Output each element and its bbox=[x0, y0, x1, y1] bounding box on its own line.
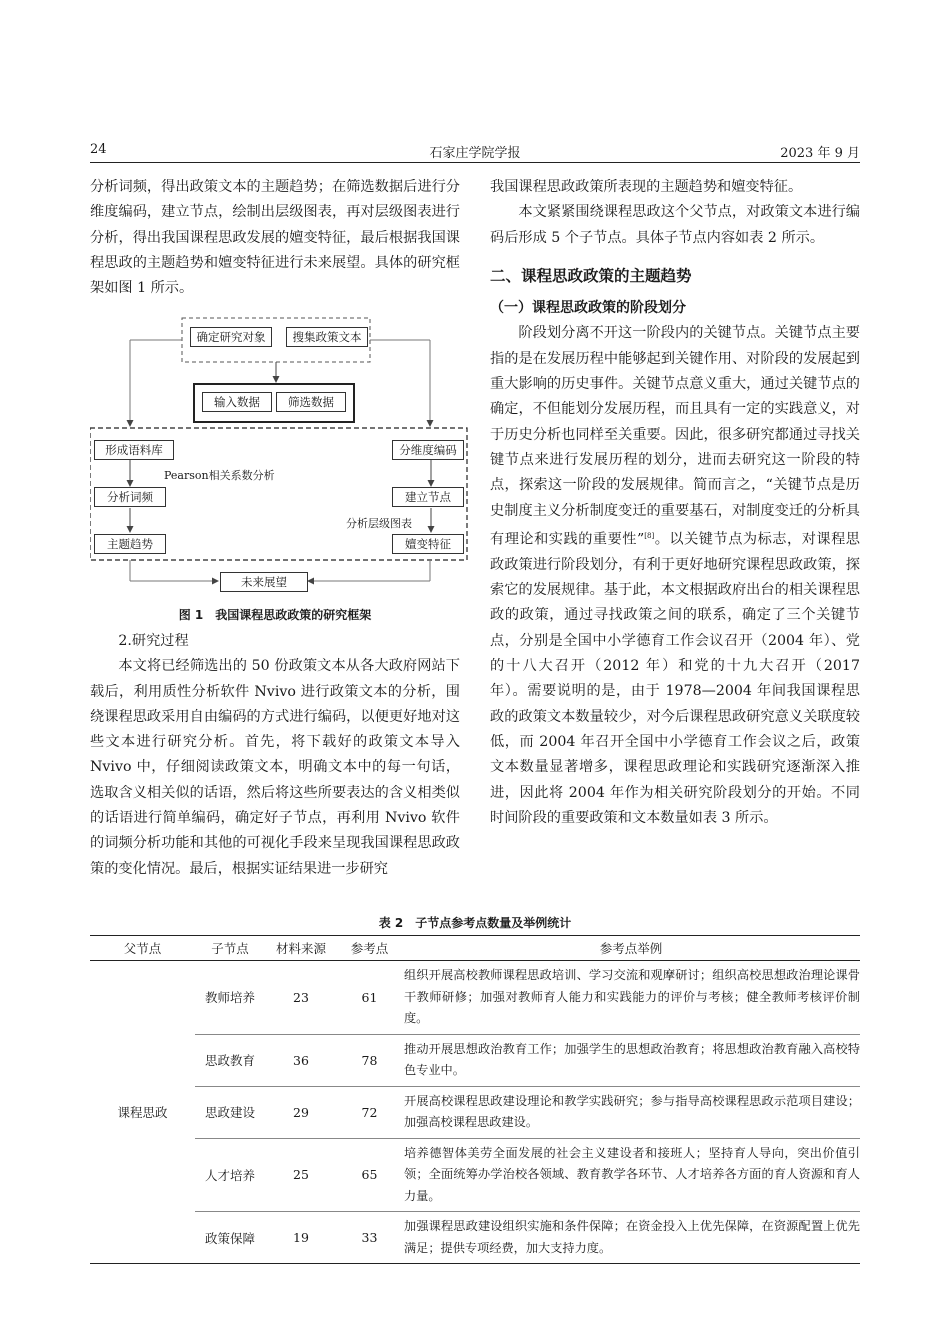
table-caption: 表 2 子节点参考点数量及举例统计 bbox=[378, 916, 572, 930]
hierarchy-label: 分析层级图表 bbox=[346, 517, 412, 530]
page-number: 24 bbox=[90, 142, 107, 157]
stage-paragraph-part-b: 。以关键节点为标志，对课程思政政策进行阶段划分，有利于更好地研究课程思政政策，探索它的发展规律。基于此，本文根据政府出台的相关课程思政的政策，通过寻找政策之间的联系，确定了三个关键节点，分别是全国中小学德育工作会议召开（2004 年）、党的十八大召开（2012 年）和党的十九大召开（2017 年）。需要说明的是，由于 1978—2004 年间我国课程思政的政策文本数量较少，对今后课程思政研究意义关联度较低，而 2004 年召开全国中小学德育工作会议之后，政策文本数量显著增多，课程思政理论和实践研究逐渐深入推进，因此将 2004 年作为相关研究阶段划分的开始。不同时间阶段的重要政策和文本数量如表 3 所示。 bbox=[490, 531, 860, 826]
research-framework-figure bbox=[90, 310, 470, 600]
page-header bbox=[90, 142, 860, 163]
references-cell: 78 bbox=[337, 1034, 402, 1086]
sources-cell: 29 bbox=[265, 1086, 337, 1138]
parent-node-cell: 课程思政 bbox=[90, 961, 195, 1264]
child-node-table bbox=[90, 935, 860, 1264]
figure-caption: 图 1 我国课程思政政策的研究框架 bbox=[178, 608, 372, 622]
child-node-cell: 思政建设 bbox=[195, 1086, 265, 1138]
child-node-cell: 思政教育 bbox=[195, 1034, 265, 1086]
corpus-box: 形成语料库 bbox=[94, 440, 174, 460]
left-intro bbox=[90, 175, 460, 301]
references-cell: 33 bbox=[337, 1212, 402, 1264]
dimension-coding-box: 分维度编码 bbox=[392, 440, 464, 460]
theme-trend-box: 主题趋势 bbox=[94, 534, 166, 554]
example-cell: 组织开展高校教师课程思政培训、学习交流和观摩研讨；组织高校思想政治理论课骨干教师研修；加强对教师育人能力和实践能力的评价与考核；健全教师考核评价制度。 bbox=[402, 961, 860, 1035]
table-row bbox=[90, 1212, 860, 1264]
header-references: 参考点 bbox=[337, 936, 402, 961]
collect-texts-box: 搜集政策文本 bbox=[286, 327, 368, 347]
references-cell: 61 bbox=[337, 961, 402, 1035]
header-parent-node: 父节点 bbox=[90, 936, 195, 961]
stage-paragraph-part-a: 阶段划分离不开这一阶段内的关键节点。关键节点主要指的是在发展历程中能够起到关键作用、对阶段的发展起到重大影响的历史事件。关键节点意义重大，通过关键节点的确定，不但能划分发展历程，而且具有一定的实践意义，对于历史分析也同样至关重要。因此，很多研究都通过寻找关键节点来进行发展历程的划分，进而去研究这一阶段的特点，探索这一阶段的发展规律。简而言之，“关键节点是历史制度主义分析制度变迁的重要基石，对制度变迁的分析具有理论和实践的重要性” bbox=[490, 325, 860, 548]
word-frequency-box: 分析词频 bbox=[94, 487, 166, 507]
header-examples: 参考点举例 bbox=[402, 936, 860, 961]
header-child-node: 子节点 bbox=[195, 936, 265, 961]
stage-paragraph bbox=[490, 321, 860, 831]
table-row bbox=[90, 961, 860, 1035]
input-data-box: 输入数据 bbox=[202, 392, 272, 412]
sources-cell: 19 bbox=[265, 1212, 337, 1264]
build-nodes-box: 建立节点 bbox=[392, 487, 464, 507]
table-header-row bbox=[90, 936, 860, 961]
example-cell: 推动开展思想政治教育工作；加强学生的思想政治教育；将思想政治教育融入高校特色专业中。 bbox=[402, 1034, 860, 1086]
filter-data-box: 筛选数据 bbox=[276, 392, 346, 412]
sources-cell: 36 bbox=[265, 1034, 337, 1086]
outlook-box: 未来展望 bbox=[220, 572, 308, 592]
references-cell: 65 bbox=[337, 1138, 402, 1212]
continuation-paragraph: 我国课程思政政策所表现的主题趋势和嬗变特征。 bbox=[490, 179, 803, 195]
subsection-heading: （一）课程思政政策的阶段划分 bbox=[490, 300, 686, 317]
journal-name: 石家庄学院学报 bbox=[429, 146, 521, 161]
evolution-box: 嬗变特征 bbox=[392, 534, 464, 554]
section-heading: 二、课程思政政策的主题趋势 bbox=[490, 266, 692, 285]
left-process bbox=[90, 629, 460, 882]
sources-cell: 23 bbox=[265, 961, 337, 1035]
issue-date: 2023 年 9 月 bbox=[780, 146, 860, 161]
child-node-cell: 人才培养 bbox=[195, 1138, 265, 1212]
table-row bbox=[90, 1086, 860, 1138]
table-row bbox=[90, 1034, 860, 1086]
table-row bbox=[90, 1138, 860, 1212]
example-cell: 加强课程思政建设组织实施和条件保障；在资金投入上优先保障，在资源配置上优先满足；提供专项经费，加大支持力度。 bbox=[402, 1212, 860, 1264]
example-cell: 培养德智体美劳全面发展的社会主义建设者和接班人；坚持育人导向，突出价值引领；全面统筹办学治校各领域、教育教学各环节、人才培养各方面的育人资源和育人力量。 bbox=[402, 1138, 860, 1212]
references-cell: 72 bbox=[337, 1086, 402, 1138]
citation-8: [8] bbox=[644, 531, 655, 540]
process-paragraph: 本文将已经筛选出的 50 份政策文本从各大政府网站下载后，利用质性分析软件 Nvivo 进行政策文本的分析，围绕课程思政采用自由编码的方式进行编码，以便更好地对这些文本进行研究分析。首先，将下载好的政策文本导入 Nvivo 中，仔细阅读政策文本，明确文本中的每一句话，选取含义相关似的话语，然后将这些所要表达的含义相类似的话语进行简单编码，确定好子节点，再利用 Nvivo 软件的词频分析功能和其他的可视化手段来呈现我国课程思政政策的变化情况。最后，根据实证结果进一步研究 bbox=[90, 658, 460, 877]
child-node-cell: 政策保障 bbox=[195, 1212, 265, 1264]
intro-paragraph: 分析词频，得出政策文本的主题趋势；在筛选数据后进行分维度编码，建立节点，绘制出层级图表，再对层级图表进行分析，得出我国课程思政发展的嬗变特征，最后根据我国课程思政的主题趋势和嬗变特征进行未来展望。具体的研究框架如图 1 所示。 bbox=[90, 179, 460, 297]
header-sources: 材料来源 bbox=[265, 936, 337, 961]
define-object-box: 确定研究对象 bbox=[190, 327, 272, 347]
sources-cell: 25 bbox=[265, 1138, 337, 1212]
nodes-paragraph: 本文紧紧围绕课程思政这个父节点，对政策文本进行编码后形成 5 个子节点。具体子节点内容如表 2 所示。 bbox=[490, 204, 860, 246]
process-section-title: 2.研究过程 bbox=[118, 633, 189, 649]
pearson-label: Pearson相关系数分析 bbox=[164, 469, 275, 482]
example-cell: 开展高校课程思政建设理论和教学实践研究；参与指导高校课程思政示范项目建设；加强高校课程思政建设。 bbox=[402, 1086, 860, 1138]
right-column bbox=[490, 175, 860, 831]
child-node-cell: 教师培养 bbox=[195, 961, 265, 1035]
